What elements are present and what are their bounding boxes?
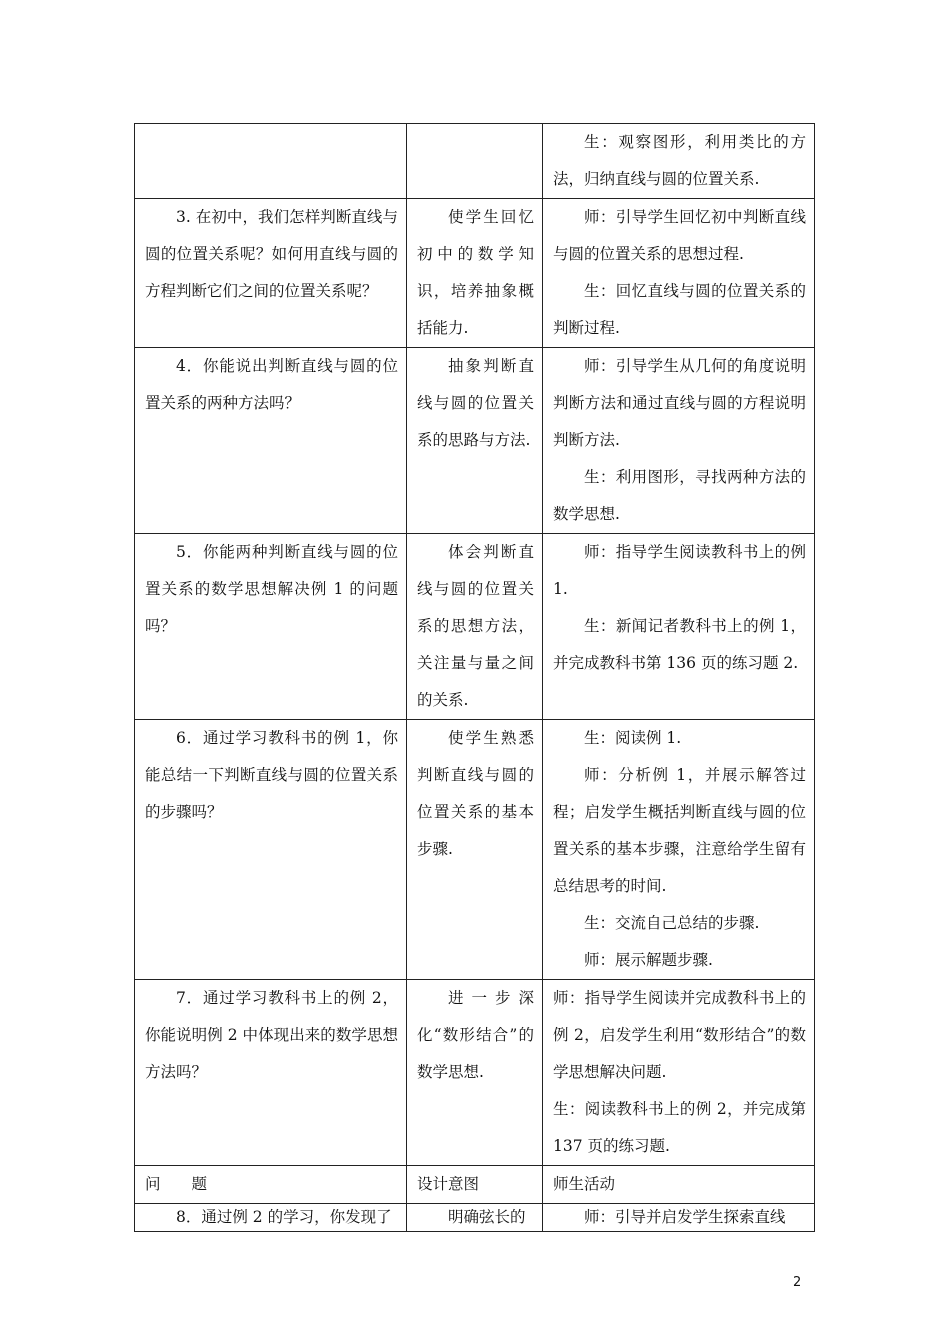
cell-paragraph: 师：引导学生从几何的角度说明判断方法和通过直线与圆的方程说明判断方法.	[553, 357, 806, 449]
intent-cell	[407, 534, 543, 720]
intent-cell	[407, 124, 543, 199]
cell-paragraph: 师：分析例 1，并展示解答过程；启发学生概括判断直线与圆的位置关系的基本步骤，注意给学生留有总结思考的时间.	[553, 766, 806, 895]
cell-paragraph: 师：指导学生阅读并完成教科书上的例 2，启发学生利用“数形结合”的数学思想解决问题.	[553, 989, 806, 1081]
activity-cell	[543, 348, 815, 534]
table-header-row	[135, 1166, 815, 1204]
intent-cell	[407, 199, 543, 348]
header-cell-activity: 师生活动	[543, 1166, 815, 1204]
question-cell	[135, 980, 407, 1166]
cell-paragraph: 进一步深化“数形结合”的数学思想.	[417, 989, 534, 1081]
cell-paragraph: 生：阅读教科书上的例 2，并完成第 137 页的练习题.	[553, 1100, 806, 1155]
intent-cell	[407, 1204, 543, 1232]
cell-paragraph: 明确弦长的	[448, 1208, 526, 1226]
activity-cell	[543, 124, 815, 199]
cell-paragraph: 生：利用图形，寻找两种方法的数学思想.	[553, 468, 806, 523]
question-cell	[135, 534, 407, 720]
table-body	[135, 124, 815, 1232]
cell-paragraph: 使学生熟悉判断直线与圆的位置关系的基本步骤.	[417, 729, 534, 858]
header-cell-question: 问 题	[135, 1166, 407, 1204]
lesson-plan-table	[134, 123, 815, 1232]
activity-cell	[543, 534, 815, 720]
question-cell	[135, 1204, 407, 1232]
cell-paragraph: 师：引导并启发学生探索直线	[584, 1208, 786, 1226]
activity-cell	[543, 720, 815, 980]
cell-paragraph: 5．你能两种判断直线与圆的位置关系的数学思想解决例 1 的问题吗？	[145, 543, 398, 635]
table-row	[135, 124, 815, 199]
question-cell	[135, 720, 407, 980]
cell-paragraph: 6．通过学习教科书的例 1，你能总结一下判断直线与圆的位置关系的步骤吗？	[145, 729, 398, 821]
activity-cell	[543, 1204, 815, 1232]
cell-paragraph: 8．通过例 2 的学习，你发现了	[176, 1208, 392, 1226]
table-row	[135, 980, 815, 1166]
table-row	[135, 348, 815, 534]
question-cell	[135, 348, 407, 534]
cell-paragraph: 生：阅读例 1.	[584, 729, 682, 747]
cell-paragraph: 师：指导学生阅读教科书上的例 1.	[553, 543, 806, 598]
cell-paragraph: 7．通过学习教科书上的例 2，你能说明例 2 中体现出来的数学思想方法吗？	[145, 989, 398, 1081]
table-row	[135, 534, 815, 720]
intent-cell	[407, 720, 543, 980]
cell-paragraph: 生：交流自己总结的步骤.	[584, 914, 760, 932]
cell-paragraph: 师：引导学生回忆初中判断直线与圆的位置关系的思想过程.	[553, 208, 806, 263]
cell-paragraph: 4．你能说出判断直线与圆的位置关系的两种方法吗？	[145, 357, 398, 412]
table-row	[135, 199, 815, 348]
cell-paragraph: 生：回忆直线与圆的位置关系的判断过程.	[553, 282, 806, 337]
table-row	[135, 1204, 815, 1232]
intent-cell	[407, 980, 543, 1166]
cell-paragraph: 生：新闻记者教科书上的例 1，并完成教科书第 136 页的练习题 2.	[553, 617, 806, 672]
activity-cell	[543, 199, 815, 348]
cell-paragraph: 3. 在初中，我们怎样判断直线与圆的位置关系呢？如何用直线与圆的方程判断它们之间的位置关系呢？	[145, 208, 398, 300]
intent-cell	[407, 348, 543, 534]
activity-cell	[543, 980, 815, 1166]
cell-paragraph: 抽象判断直线与圆的位置关系的思路与方法.	[417, 357, 534, 449]
page-number: 2	[793, 1275, 802, 1290]
cell-paragraph: 师：展示解题步骤.	[584, 951, 713, 969]
question-cell	[135, 124, 407, 199]
question-cell	[135, 199, 407, 348]
cell-paragraph: 生：观察图形，利用类比的方法，归纳直线与圆的位置关系.	[553, 133, 806, 188]
cell-paragraph: 体会判断直线与圆的位置关系的思想方法，关注量与量之间的关系.	[417, 543, 534, 709]
table-row	[135, 720, 815, 980]
cell-paragraph: 使学生回忆初中的数学知识，培养抽象概括能力.	[417, 208, 534, 337]
header-cell-intent: 设计意图	[407, 1166, 543, 1204]
